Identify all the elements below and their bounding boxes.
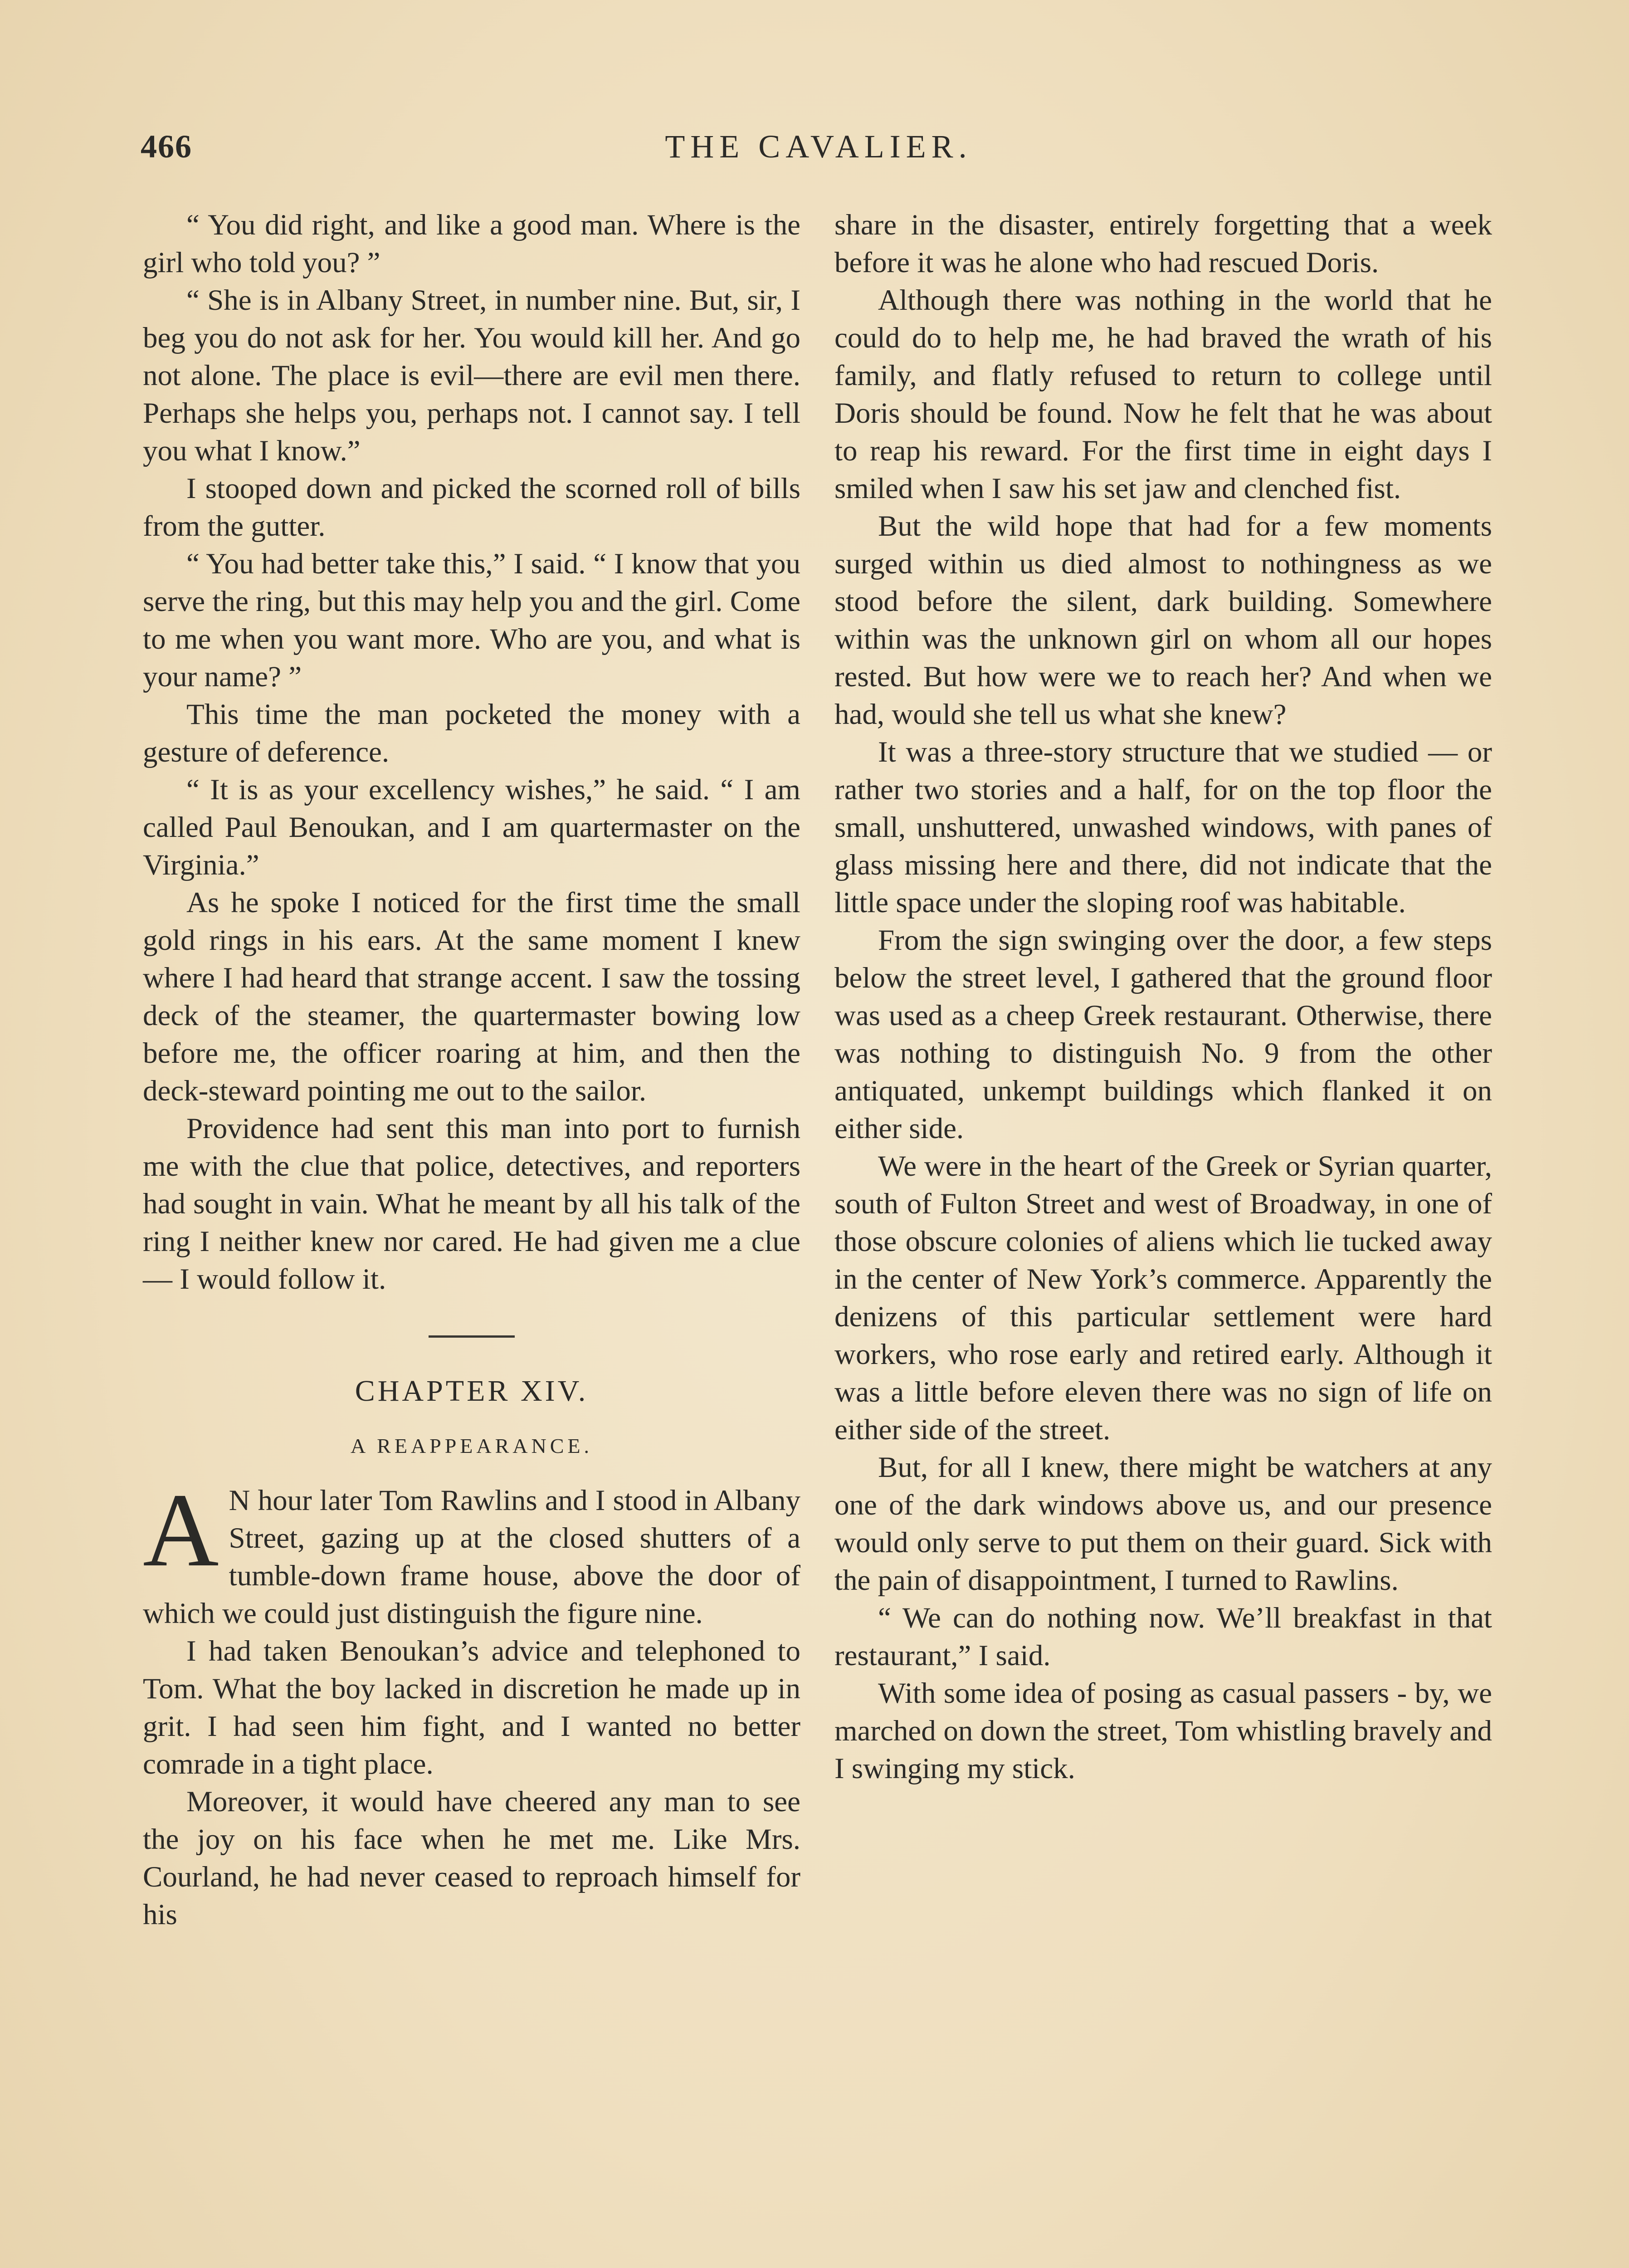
left-column	[143, 206, 800, 1934]
chapter-subtitle: A REAPPEARANCE.	[350, 1434, 593, 1457]
paragraph: “ She is in Albany Street, in number nine. But, sir, I beg you do not ask for her. You would kill her. And go not alone. The place is evil—there are evil men there. Perhaps she helps you, perhaps not. I cannot say. I tell you what I know.”	[143, 284, 800, 467]
paragraph: We were in the heart of the Greek or Syrian quarter, south of Fulton Street and west of Broadway, in one of those obscure colonies of aliens which lie tucked away in the center of New York’s commerce. Apparently the denizens of this particular settlement were hard workers, who rose early and retired early. Although it was a little before eleven there was no sign of life on either side of the street.	[834, 1150, 1492, 1446]
running-head: THE CAVALIER.	[665, 128, 972, 165]
drop-cap: A	[143, 1472, 219, 1589]
paragraph: Providence had sent this man into port to furnish me with the clue that police, detectives, and reporters had sought in vain. What he meant by all his talk of the ring I neither knew nor cared. He had given me a clue — I would follow it.	[143, 1112, 800, 1295]
paragraph: “ We can do nothing now. We’ll breakfast in that restaurant,” I said.	[834, 1602, 1492, 1672]
paragraph: From the sign swinging over the door, a few steps below the street level, I gathered that the ground floor was used as a cheep Greek restaurant. Otherwise, there was nothing to distinguish No. 9 from the other antiquated, unkempt buildings which flanked it on either side.	[834, 924, 1492, 1145]
section-divider	[429, 1335, 515, 1338]
paragraph: But the wild hope that had for a few moments surged within us died almost to nothingness as we stood before the silent, dark building. Somewhere within was the unknown girl on whom all our hopes rested. But how were we to reach her? And when we had, would she tell us what she knew?	[834, 510, 1492, 731]
paragraph: But, for all I knew, there might be watchers at any one of the dark windows above us, and our presence would only serve to put them on their guard. Sick with the pain of disappointment, I turned to Rawlins.	[834, 1451, 1492, 1597]
paragraph: With some idea of posing as casual passers - by, we marched on down the street, Tom whistling bravely and I swinging my stick.	[834, 1677, 1492, 1785]
right-column	[834, 206, 1492, 1788]
paragraph: Moreover, it would have cheered any man to see the joy on his face when he met me. Like Mrs. Courland, he had never ceased to reproach himself for his	[143, 1785, 800, 1931]
paragraph: “ You did right, and like a good man. Where is the girl who told you? ”	[143, 209, 800, 279]
paragraph: “ You had better take this,” I said. “ I know that you serve the ring, but this may help you and the girl. Come to me when you want more. Who are you, and what is your name? ”	[143, 547, 800, 693]
paragraph: It was a three-story structure that we studied — or rather two stories and a half, for on the top floor the small, unshuttered, unwashed windows, with panes of glass missing here and there, did not indicate that the little space under the sloping roof was habitable.	[834, 736, 1492, 919]
paragraph: I stooped down and picked the scorned roll of bills from the gutter.	[143, 472, 800, 543]
chapter-opening-paragraph	[143, 1472, 800, 1633]
paragraph: This time the man pocketed the money with a gesture of deference.	[143, 698, 800, 768]
paragraph: I had taken Benoukan’s advice and telephoned to Tom. What the boy lacked in discretion he made up in grit. I had seen him fight, and I wanted no better comrade in a tight place.	[143, 1635, 800, 1780]
opening-text: N hour later Tom Rawlins and I stood in Albany Street, gazing up at the closed shutters of a tumble-down frame house, above the door of which we could just distinguish the figure nine.	[143, 1484, 800, 1630]
paragraph: “ It is as your excellency wishes,” he said. “ I am called Paul Benoukan, and I am quartermaster on the Virginia.”	[143, 773, 800, 881]
paragraph: As he spoke I noticed for the first time the small gold rings in his ears. At the same moment I knew where I had heard that strange accent. I saw the tossing deck of the steamer, the quartermaster bowing low before me, the officer roaring at him, and then the deck-steward pointing me out to the sailor.	[143, 886, 800, 1107]
page-header	[141, 128, 1497, 178]
continued-paragraph: share in the disaster, entirely forgetting that a week before it was he alone who had rescued Doris.	[834, 209, 1492, 279]
chapter-title: CHAPTER XIV.	[355, 1374, 589, 1408]
page-number: 466	[141, 128, 192, 165]
paragraph: Although there was nothing in the world that he could do to help me, he had braved the wrath of his family, and flatly refused to return to college until Doris should be found. Now he felt that he was about to reap his reward. For the first time in eight days I smiled when I saw his set jaw and clenched fist.	[834, 284, 1492, 505]
